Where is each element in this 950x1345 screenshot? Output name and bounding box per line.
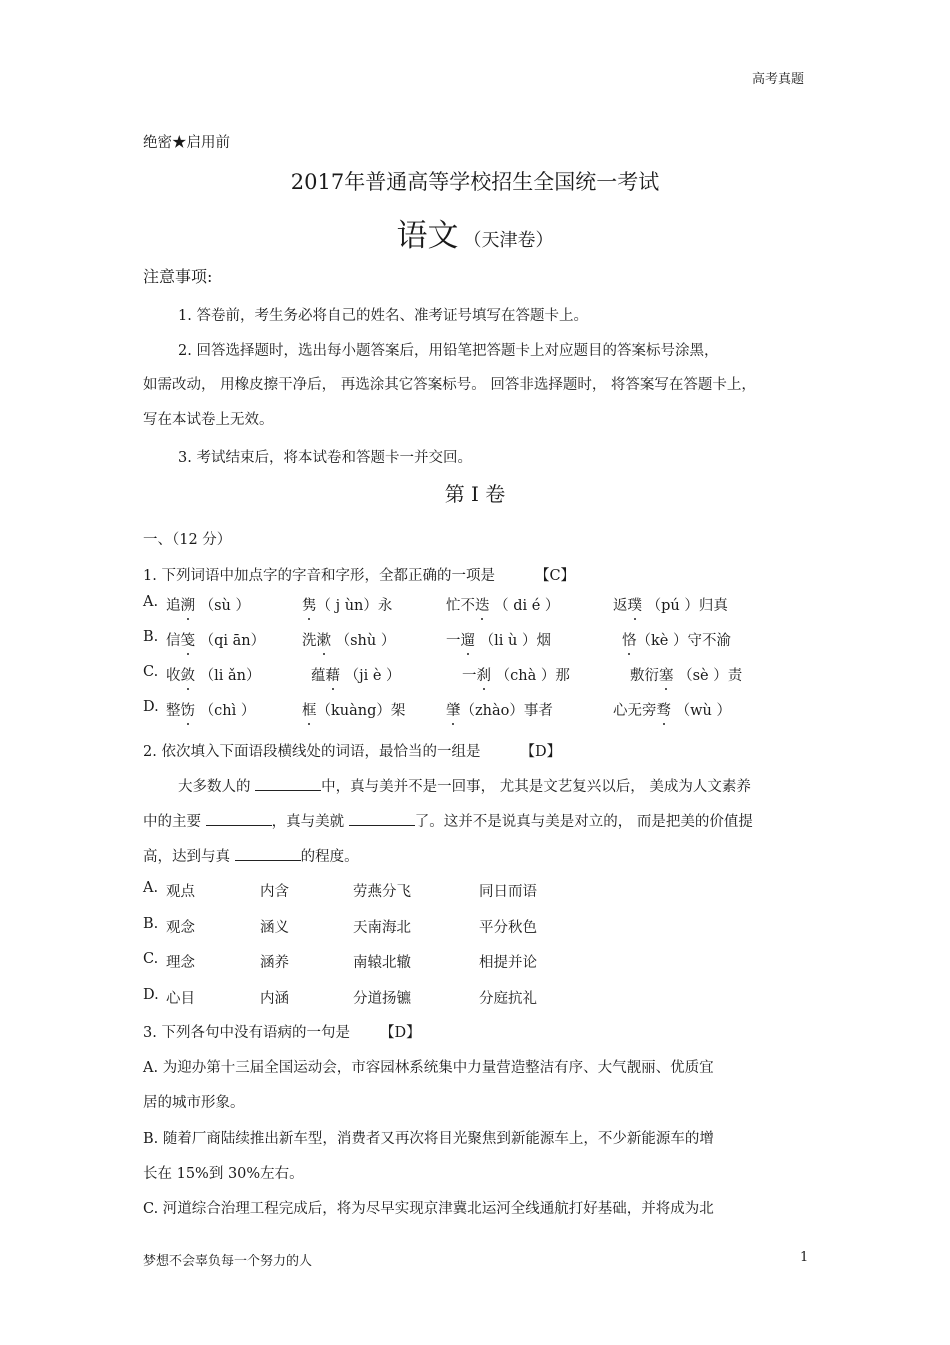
q2-option-a-w3: 劳燕分飞 (353, 884, 411, 900)
q2-passage-line1: 大多数人的 中，真与美并不是一回事， 尤其是文艺复兴以后， 美成为人文素养 (178, 779, 751, 795)
q1-option-a-word4: 返璞 （pú ）归真 (613, 594, 728, 615)
part-heading: 一、（12 分） (143, 532, 232, 548)
q1-option-c-label: C. (143, 664, 159, 680)
q1-option-b-word3: 一遛 （li ù ）烟 (446, 629, 551, 650)
q2-option-c: C. (143, 951, 159, 967)
q2-option-b-w3: 天南海北 (353, 920, 411, 936)
q2-option-c-w2: 涵养 (260, 955, 289, 971)
q1-option-a-label: A. (143, 594, 159, 610)
q1-option-d-word1: 整饬 （chì ） (166, 699, 255, 720)
q2-option-a-w1: 观点 (166, 884, 195, 900)
q1-option-c-word2: 蕴藉 （ji è ） (311, 664, 401, 685)
q2-option-c-w1: 理念 (166, 955, 195, 971)
q2-option-b-w2: 涵义 (260, 920, 289, 936)
q2-option-d: D. (143, 987, 159, 1003)
q1-option-b-word1: 信笺 （qi ān） (166, 629, 265, 650)
header-label: 高考真题 (752, 72, 805, 87)
subject-name: 语文 (396, 218, 459, 254)
question-3-stem (143, 1021, 421, 1042)
question-text: 2. 依次填入下面语段横线处的词语，最恰当的一组是 (143, 744, 481, 760)
q2-option-d-w4: 分庭抗礼 (479, 991, 537, 1007)
q3-option-a-line2: 居的城市形象。 (143, 1095, 245, 1111)
q3-option-b-line1: B. 随着厂商陆续推出新车型，消费者又再次将目光聚焦到新能源车上，不少新能源车的增 (143, 1131, 714, 1147)
q2-option-b-w4: 平分秋色 (479, 920, 537, 936)
q2-passage-line2: 中的主要 ，真与美就 了。这并不是说真与美是对立的， 而是把美的价值提 (143, 814, 753, 830)
q3-option-b-line2: 长在 15%到 30%左右。 (143, 1166, 304, 1182)
q2-option-a: A. (143, 880, 159, 896)
question-text: 1. 下列词语中加点字的字音和字形，全都正确的一项是 (143, 568, 495, 584)
q2-option-d-w3: 分道扬镳 (353, 991, 411, 1007)
q2-option-d-w1: 心目 (166, 991, 195, 1007)
note-2: 2. 回答选择题时，选出每小题答案后，用铅笔把答题卡上对应题目的答案标号涂黑， (178, 343, 719, 359)
q1-option-c-word4: 敷衍塞 （sè ）责 (630, 664, 742, 685)
answer-label: 【D】 (520, 744, 562, 760)
note-3: 3. 考试结束后，将本试卷和答题卡一并交回。 (178, 450, 472, 466)
q2-option-c-w3: 南辕北辙 (353, 955, 411, 971)
note-2-end: 写在本试卷上无效。 (143, 412, 274, 428)
q1-option-d-word4: 心无旁骛 （wù ） (613, 699, 731, 720)
answer-label: 【D】 (379, 1025, 421, 1041)
q3-option-c-line1: C. 河道综合治理工程完成后，将为尽早实现京津冀北运河全线通航打好基础，并将成为北 (143, 1201, 714, 1217)
q1-option-a-word3: 忙不迭 （ di é ） (446, 594, 559, 615)
q2-option-a-w2: 内含 (260, 884, 289, 900)
note-2-cont: 如需改动， 用橡皮擦干净后， 再选涂其它答案标号。 回答非选择题时， 将答案写在答题卡上， (143, 377, 756, 393)
q1-option-c-word3: 一刹 （chà ）那 (462, 664, 570, 685)
exam-title: 2017年普通高等学校招生全国统一考试 (290, 170, 660, 194)
subject-subtitle: （天津卷） (463, 230, 554, 251)
question-text: 3. 下列各句中没有语病的一句是 (143, 1025, 350, 1041)
q2-option-b: B. (143, 916, 159, 932)
q2-option-b-w1: 观念 (166, 920, 195, 936)
q1-option-c-word1: 收敛 （li ǎn） (166, 664, 260, 685)
answer-label: 【C】 (534, 568, 576, 584)
blank-1 (255, 778, 321, 791)
q1-option-b-word4: 恪（kè ）守不渝 (622, 629, 731, 650)
q1-option-b-label: B. (143, 629, 159, 645)
q2-option-c-w4: 相提并论 (479, 955, 537, 971)
q1-option-b-word2: 洗漱 （shù ） (302, 629, 395, 650)
note-1: 1. 答卷前，考生务必将自己的姓名、准考证号填写在答题卡上。 (178, 308, 588, 324)
q2-passage-line3: 高，达到与真 的程度。 (143, 849, 359, 865)
q1-option-d-word3: 肇（zhào）事者 (446, 699, 553, 720)
q3-option-a-line1: A. 为迎办第十三届全国运动会，市容园林系统集中力量营造整洁有序、大气靓丽、优质宜 (143, 1060, 714, 1076)
section-title: 第 I 卷 (444, 482, 506, 506)
blank-4 (235, 848, 301, 861)
footer-motto: 梦想不会辜负每一个努力的人 (143, 1254, 313, 1269)
q1-option-d-word2: 框（kuàng）架 (302, 699, 405, 720)
subject-title (0, 210, 950, 255)
q2-option-d-w2: 内涵 (260, 991, 289, 1007)
question-2-stem (143, 740, 561, 761)
secret-label: 绝密★启用前 (143, 135, 230, 151)
q1-option-a-word1: 追溯 （sù ） (166, 594, 250, 615)
q2-option-a-w4: 同日而语 (479, 884, 537, 900)
blank-2 (206, 813, 272, 826)
q1-option-a-word2: 隽（ j ùn）永 (302, 594, 392, 615)
page-number: 1 (800, 1250, 809, 1265)
q1-option-d-label: D. (143, 699, 159, 715)
question-1-stem (143, 564, 575, 585)
blank-3 (349, 813, 415, 826)
notes-heading: 注意事项: (143, 267, 213, 286)
